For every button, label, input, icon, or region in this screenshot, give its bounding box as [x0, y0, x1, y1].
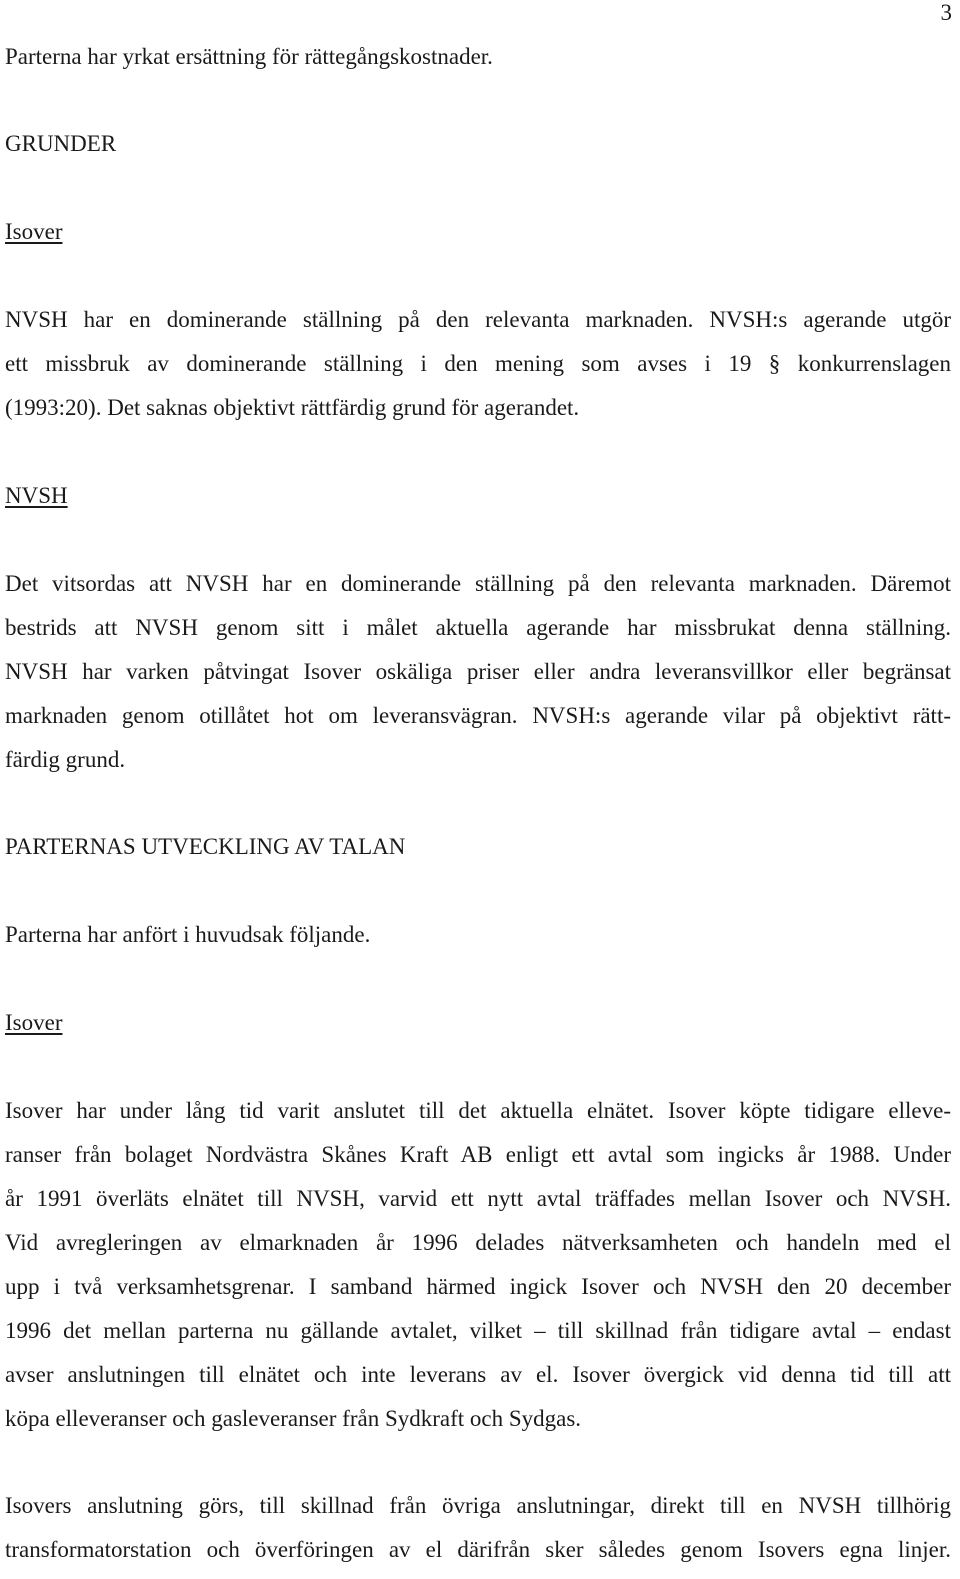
section-heading-parternas: PARTERNAS UTVECKLING AV TALAN: [5, 834, 406, 859]
intro-text: Parterna har yrkat ersättning för rättegångskostnader.: [5, 44, 493, 69]
parternas-intro: Parterna har anfört i huvudsak följande.: [5, 922, 371, 947]
paragraph-line: Det vitsordas att NVSH har en dominerande ställning på den relevanta marknaden. Däremot: [5, 571, 951, 596]
paragraph-line: bestrids att NVSH genom sitt i målet aktuella agerande har missbrukat denna ställning.: [5, 615, 951, 640]
subheading-isover-1: Isover: [5, 219, 63, 244]
subheading-isover-2: Isover: [5, 1010, 63, 1035]
page-number: 3: [940, 0, 952, 25]
section-heading-grunder: GRUNDER: [5, 131, 117, 156]
subheading-nvsh: NVSH: [5, 483, 68, 508]
paragraph-line: NVSH har en dominerande ställning på den relevanta marknaden. NVSH:s agerande utgör: [5, 307, 951, 332]
paragraph-line: år 1991 överläts elnätet till NVSH, varvid ett nytt avtal träffades mellan Isover och NVSH.: [5, 1186, 951, 1211]
paragraph-line: Isovers anslutning görs, till skillnad från övriga anslutningar, direkt till en NVSH tillhörig: [5, 1493, 951, 1518]
paragraph-line: ett missbruk av dominerande ställning i den mening som avses i 19 § konkurrenslagen: [5, 351, 951, 376]
paragraph-line: köpa elleveranser och gasleveranser från Sydkraft och Sydgas.: [5, 1406, 582, 1431]
paragraph-isover-grunder: [5, 298, 951, 430]
paragraph-line: avser anslutningen till elnätet och inte leverans av el. Isover övergick vid denna tid till att: [5, 1362, 951, 1387]
paragraph-line: NVSH har varken påtvingat Isover oskäliga priser eller andra leveransvillkor eller begränsat: [5, 659, 951, 684]
paragraph-line: upp i två verksamhetsgrenar. I samband härmed ingick Isover och NVSH den 20 december: [5, 1274, 951, 1299]
paragraph-line: ranser från bolaget Nordvästra Skånes Kraft AB enligt ett avtal som ingicks år 1988. Under: [5, 1142, 951, 1167]
paragraph-line: (1993:20). Det saknas objektivt rättfärdig grund för agerandet.: [5, 395, 580, 420]
paragraph-nvsh-grunder: [5, 562, 951, 782]
paragraph-line: Vid avregleringen av elmarknaden år 1996 delades nätverksamheten och handeln med el: [5, 1230, 951, 1255]
paragraph-line: Isover har under lång tid varit anslutet till det aktuella elnätet. Isover köpte tidigare elleve-: [5, 1098, 951, 1123]
paragraph-isover-talan: [5, 1089, 951, 1441]
paragraph-line: 1996 det mellan parterna nu gällande avtalet, vilket – till skillnad från tidigare avtal – endast: [5, 1318, 951, 1343]
paragraph-isover-anslutning: [5, 1484, 951, 1572]
paragraph-line: transformatorstation och överföringen av el därifrån sker således genom Isovers egna linjer.: [5, 1537, 951, 1562]
paragraph-line: marknaden genom otillåtet hot om leveransvägran. NVSH:s agerande vilar på objektivt rätt-: [5, 703, 951, 728]
paragraph-line: färdig grund.: [5, 747, 126, 772]
